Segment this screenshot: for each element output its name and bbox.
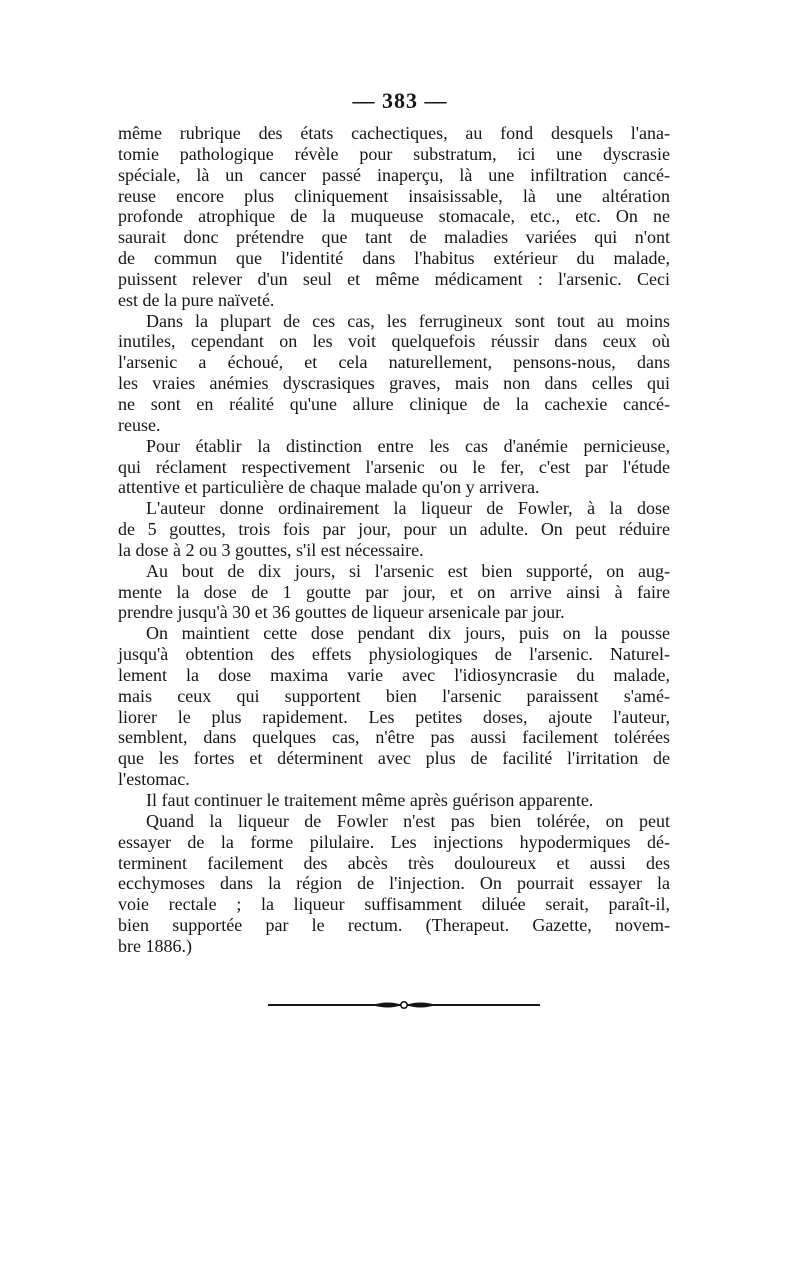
body-text [118, 123, 670, 957]
text-line: reuse encore plus cliniquement insaisissable, là une altération [118, 185, 670, 206]
text-line: Au bout de dix jours, si l'arsenic est bien supporté, on aug- [146, 560, 670, 581]
text-line: inutiles, cependant on les voit quelquefois réussir dans ceux où [118, 331, 670, 352]
text-line: l'arsenic a échoué, et cela naturellement, pensons-nous, dans [118, 352, 670, 373]
text-line: semblent, dans quelques cas, n'être pas aussi facilement tolérées [118, 727, 670, 748]
text-line: profonde atrophique de la muqueuse stomacale, etc., etc. On ne [118, 206, 670, 227]
text-line: L'auteur donne ordinairement la liqueur de Fowler, à la dose [146, 498, 670, 519]
text-line: spéciale, là un cancer passé inaperçu, là une infiltration cancé- [118, 164, 670, 185]
text-line: attentive et particulière de chaque malade qu'on y arrivera. [118, 477, 540, 498]
text-line: l'estomac. [118, 769, 190, 790]
text-line: tomie pathologique révèle pour substratum, ici une dyscrasie [118, 143, 670, 164]
text-line: les vraies anémies dyscrasiques graves, mais non dans celles qui [118, 373, 670, 394]
text-line: reuse. [118, 414, 161, 435]
end-ornament-rule [268, 1000, 540, 1010]
text-line: Il faut continuer le traitement même après guérison apparente. [146, 790, 594, 810]
text-line: Pour établir la distinction entre les cas d'anémie pernicieuse, [146, 435, 670, 456]
text-line: ne sont en réalité qu'une allure clinique de la cachexie cancé- [118, 393, 670, 414]
text-line: de commun que l'identité dans l'habitus extérieur du malade, [118, 248, 670, 269]
text-line: puissent relever d'un seul et même médicament : l'arsenic. Ceci [118, 268, 670, 289]
text-line: On maintient cette dose pendant dix jours, puis on la pousse [146, 623, 670, 644]
text-line: Quand la liqueur de Fowler n'est pas bien tolérée, on peut [146, 810, 670, 831]
text-line: la dose à 2 ou 3 gouttes, s'il est nécessaire. [118, 539, 424, 560]
text-line: bre 1886.) [118, 935, 192, 956]
page-number: — 383 — [352, 88, 448, 113]
text-line: bien supportée par le rectum. (Therapeut. Gazette, novem- [118, 915, 670, 936]
text-line: ecchymoses dans la région de l'injection. On pourrait essayer la [118, 873, 670, 894]
text-line: Dans la plupart de ces cas, les ferrugineux sont tout au moins [146, 310, 670, 331]
text-line: essayer de la forme pilulaire. Les injections hypodermiques dé- [118, 831, 670, 852]
text-line: même rubrique des états cachectiques, au fond desquels l'ana- [118, 123, 670, 143]
text-line: mente la dose de 1 goutte par jour, et on arrive ainsi à faire [118, 581, 670, 602]
text-line: prendre jusqu'à 30 et 36 gouttes de liqueur arsenicale par jour. [118, 602, 565, 623]
text-line: est de la pure naïveté. [118, 289, 275, 310]
text-line: jusqu'à obtention des effets physiologiques de l'arsenic. Naturel- [118, 644, 670, 665]
text-line: mais ceux qui supportent bien l'arsenic paraissent s'amé- [118, 685, 670, 706]
text-line: liorer le plus rapidement. Les petites doses, ajoute l'auteur, [118, 706, 670, 727]
text-line: saurait donc prétendre que tant de maladies variées qui n'ont [118, 227, 670, 248]
text-line: lement la dose maxima varie avec l'idiosyncrasie du malade, [118, 664, 670, 685]
text-line: que les fortes et déterminent avec plus de facilité l'irritation de [118, 748, 670, 769]
text-line: terminent facilement des abcès très douloureux et aussi des [118, 852, 670, 873]
text-line: de 5 gouttes, trois fois par jour, pour un adulte. On peut réduire [118, 519, 670, 540]
text-line: qui réclament respectivement l'arsenic ou le fer, c'est par l'étude [118, 456, 670, 477]
text-line: voie rectale ; la liqueur suffisamment diluée serait, paraît-il, [118, 894, 670, 915]
